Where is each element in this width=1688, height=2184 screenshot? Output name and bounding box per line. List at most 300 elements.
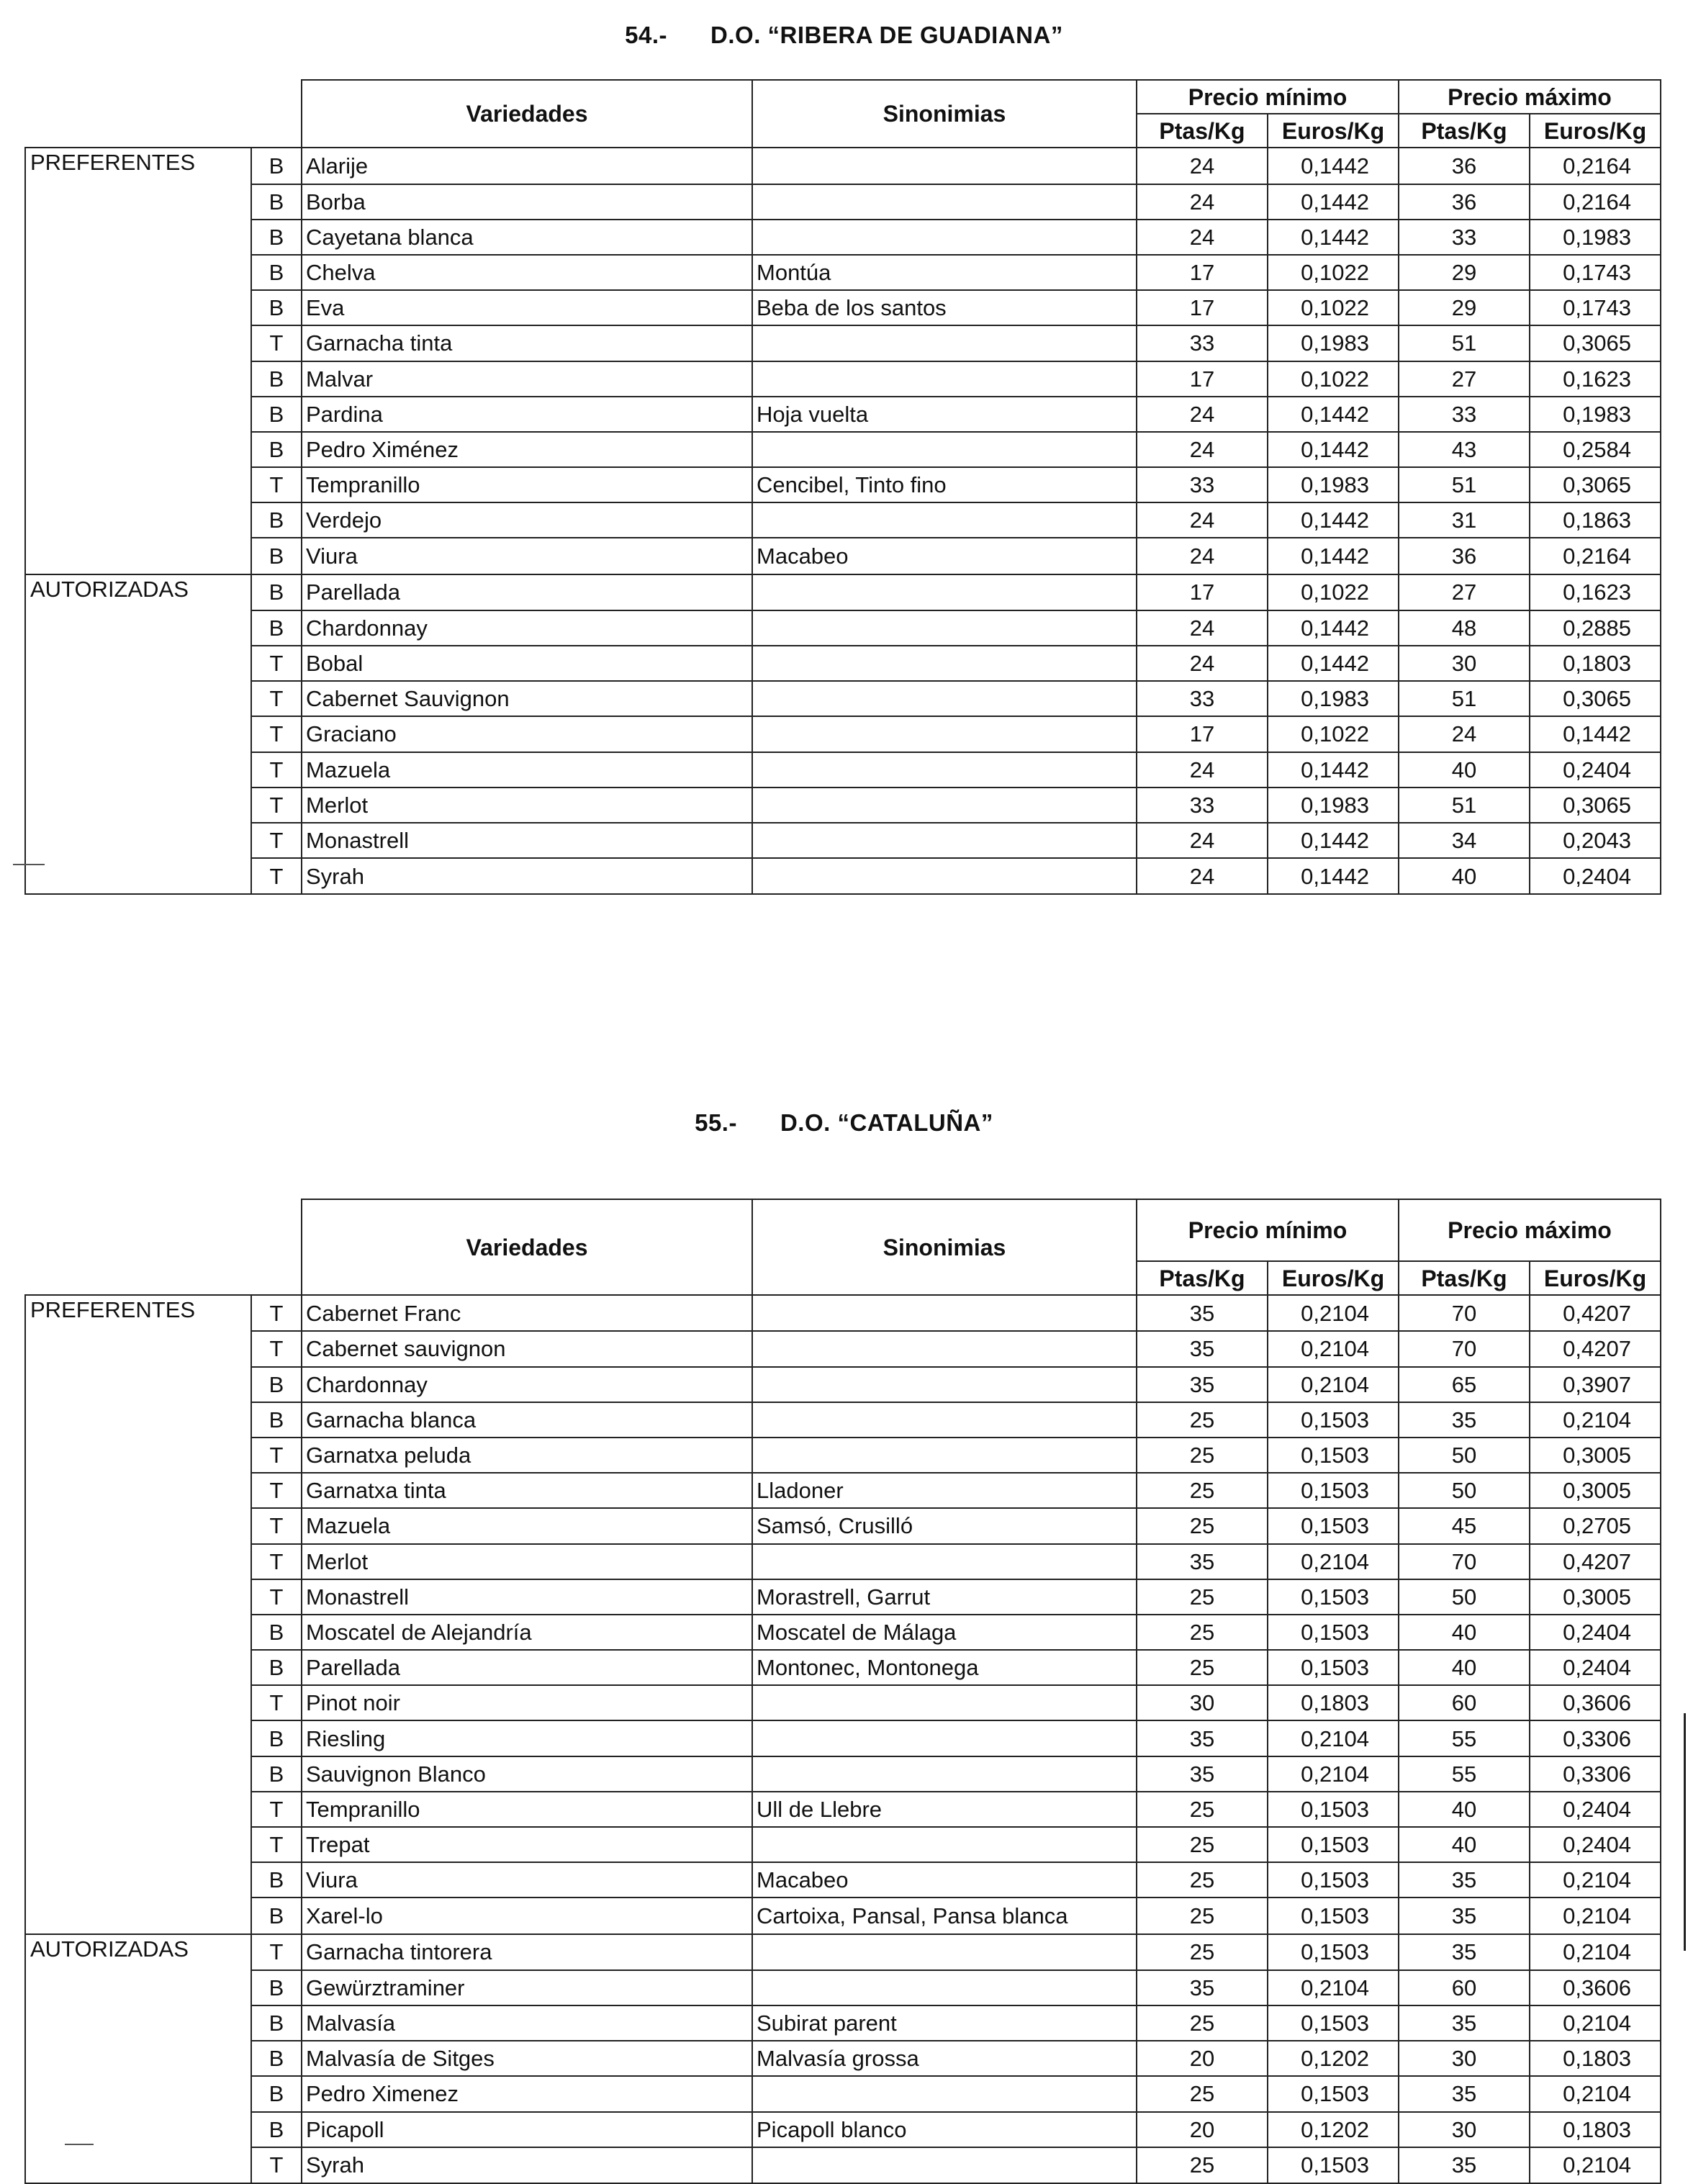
- table-row: [25, 1615, 1661, 1650]
- header-min-euros: Euros/Kg: [1268, 1261, 1399, 1295]
- min-euros-value: 0,1442: [1268, 397, 1399, 432]
- max-euros-value: 0,3606: [1530, 1685, 1661, 1720]
- min-ptas-value: 35: [1137, 1295, 1268, 1331]
- variety-name: Pinot noir: [302, 1685, 752, 1720]
- max-euros-value: 0,1623: [1530, 574, 1661, 610]
- color-type: T: [251, 646, 302, 681]
- min-ptas-value: 25: [1137, 1827, 1268, 1862]
- variety-name: Borba: [302, 184, 752, 220]
- min-euros-value: 0,1442: [1268, 220, 1399, 255]
- variety-name: Xarel-lo: [302, 1898, 752, 1933]
- variety-name: Malvasía: [302, 2005, 752, 2041]
- min-ptas-value: 24: [1137, 538, 1268, 574]
- variety-name: Tempranillo: [302, 1792, 752, 1827]
- max-ptas-value: 33: [1399, 220, 1530, 255]
- table-row: [25, 1650, 1661, 1685]
- color-type: B: [251, 1970, 302, 2005]
- color-type: B: [251, 2112, 302, 2147]
- min-ptas-value: 24: [1137, 432, 1268, 467]
- min-ptas-value: 30: [1137, 1685, 1268, 1720]
- color-type: B: [251, 502, 302, 538]
- variety-name: Garnacha blanca: [302, 1402, 752, 1438]
- synonym: [752, 1438, 1137, 1473]
- max-ptas-value: 40: [1399, 1792, 1530, 1827]
- max-ptas-value: 65: [1399, 1367, 1530, 1402]
- synonym: Cencibel, Tinto fino: [752, 467, 1137, 502]
- table-row: [25, 1827, 1661, 1862]
- max-euros-value: 0,2104: [1530, 2076, 1661, 2111]
- max-euros-value: 0,2043: [1530, 823, 1661, 858]
- category-cell: [25, 220, 251, 255]
- category-label: PREFERENTES: [25, 148, 251, 184]
- max-ptas-value: 51: [1399, 325, 1530, 361]
- max-ptas-value: 36: [1399, 184, 1530, 220]
- synonym: [752, 184, 1137, 220]
- min-euros-value: 0,2104: [1268, 1756, 1399, 1792]
- category-cell: [25, 432, 251, 467]
- variety-name: Garnacha tintorera: [302, 1934, 752, 1970]
- min-ptas-value: 35: [1137, 1367, 1268, 1402]
- min-ptas-value: 25: [1137, 1862, 1268, 1898]
- synonym: [752, 432, 1137, 467]
- min-euros-value: 0,1803: [1268, 1685, 1399, 1720]
- header-max-euros: Euros/Kg: [1530, 1261, 1661, 1295]
- color-type: B: [251, 184, 302, 220]
- table-row: [25, 361, 1661, 397]
- variety-name: Chelva: [302, 255, 752, 290]
- category-cell: [25, 255, 251, 290]
- table-row: [25, 574, 1661, 610]
- min-ptas-value: 33: [1137, 325, 1268, 361]
- color-type: B: [251, 2076, 302, 2111]
- color-type: T: [251, 2147, 302, 2183]
- color-type: T: [251, 1508, 302, 1543]
- variety-name: Pardina: [302, 397, 752, 432]
- max-euros-value: 0,1983: [1530, 220, 1661, 255]
- table-row: [25, 467, 1661, 502]
- synonym: [752, 361, 1137, 397]
- max-euros-value: 0,2705: [1530, 1508, 1661, 1543]
- max-ptas-value: 36: [1399, 538, 1530, 574]
- max-ptas-value: 51: [1399, 788, 1530, 823]
- category-cell: [25, 502, 251, 538]
- variety-name: Parellada: [302, 1650, 752, 1685]
- min-euros-value: 0,1442: [1268, 752, 1399, 788]
- min-euros-value: 0,1442: [1268, 432, 1399, 467]
- category-cell: [25, 681, 251, 716]
- min-euros-value: 0,1983: [1268, 325, 1399, 361]
- category-cell: [25, 1331, 251, 1366]
- variety-name: Pedro Ximenez: [302, 2076, 752, 2111]
- table-row: [25, 2112, 1661, 2147]
- color-type: B: [251, 1862, 302, 1898]
- min-euros-value: 0,1503: [1268, 2076, 1399, 2111]
- variety-name: Verdejo: [302, 502, 752, 538]
- synonym: Montonec, Montonega: [752, 1650, 1137, 1685]
- max-euros-value: 0,2885: [1530, 610, 1661, 646]
- max-ptas-value: 35: [1399, 1402, 1530, 1438]
- max-ptas-value: 34: [1399, 823, 1530, 858]
- max-euros-value: 0,2104: [1530, 1402, 1661, 1438]
- variety-name: Garnatxa tinta: [302, 1473, 752, 1508]
- synonym: [752, 716, 1137, 752]
- synonym: Malvasía grossa: [752, 2041, 1137, 2076]
- category-cell: [25, 1402, 251, 1438]
- max-ptas-value: 27: [1399, 574, 1530, 610]
- table-row: [25, 2005, 1661, 2041]
- min-euros-value: 0,2104: [1268, 1970, 1399, 2005]
- synonym: [752, 1720, 1137, 1756]
- table-row: [25, 1685, 1661, 1720]
- min-ptas-value: 24: [1137, 502, 1268, 538]
- max-euros-value: 0,3065: [1530, 467, 1661, 502]
- max-ptas-value: 31: [1399, 502, 1530, 538]
- table-row: [25, 290, 1661, 325]
- max-euros-value: 0,3005: [1530, 1438, 1661, 1473]
- table-row: [25, 502, 1661, 538]
- table-row: [25, 2147, 1661, 2183]
- header-sinonimias: Sinonimias: [752, 80, 1137, 148]
- synonym: [752, 646, 1137, 681]
- max-ptas-value: 60: [1399, 1970, 1530, 2005]
- min-ptas-value: 24: [1137, 220, 1268, 255]
- synonym: Macabeo: [752, 538, 1137, 574]
- max-euros-value: 0,3907: [1530, 1367, 1661, 1402]
- table-row: [25, 823, 1661, 858]
- max-ptas-value: 29: [1399, 255, 1530, 290]
- min-ptas-value: 24: [1137, 397, 1268, 432]
- color-type: B: [251, 1756, 302, 1792]
- header-precio-minimo: Precio mínimo: [1137, 1199, 1399, 1261]
- min-ptas-value: 24: [1137, 610, 1268, 646]
- variety-name: Chardonnay: [302, 610, 752, 646]
- max-euros-value: 0,2404: [1530, 1792, 1661, 1827]
- max-ptas-value: 70: [1399, 1295, 1530, 1331]
- max-euros-value: 0,2164: [1530, 184, 1661, 220]
- category-cell: [25, 397, 251, 432]
- table-heading: [0, 22, 1688, 49]
- category-label: PREFERENTES: [25, 1295, 251, 1331]
- min-ptas-value: 25: [1137, 1473, 1268, 1508]
- variety-name: Cayetana blanca: [302, 220, 752, 255]
- max-euros-value: 0,1863: [1530, 502, 1661, 538]
- variety-name: Garnatxa peluda: [302, 1438, 752, 1473]
- max-ptas-value: 24: [1399, 716, 1530, 752]
- table-row: [25, 1934, 1661, 1970]
- max-ptas-value: 40: [1399, 752, 1530, 788]
- min-euros-value: 0,1202: [1268, 2041, 1399, 2076]
- synonym: [752, 1402, 1137, 1438]
- table-row: [25, 1402, 1661, 1438]
- min-ptas-value: 33: [1137, 788, 1268, 823]
- max-euros-value: 0,3065: [1530, 325, 1661, 361]
- color-type: B: [251, 432, 302, 467]
- variety-name: Gewürztraminer: [302, 1970, 752, 2005]
- min-euros-value: 0,2104: [1268, 1367, 1399, 1402]
- category-cell: [25, 1970, 251, 2005]
- min-ptas-value: 24: [1137, 184, 1268, 220]
- category-cell: [25, 2076, 251, 2111]
- color-type: T: [251, 1473, 302, 1508]
- min-ptas-value: 35: [1137, 1970, 1268, 2005]
- color-type: T: [251, 1544, 302, 1579]
- synonym: [752, 788, 1137, 823]
- table-row: [25, 610, 1661, 646]
- max-euros-value: 0,2404: [1530, 858, 1661, 894]
- category-cell: [25, 1720, 251, 1756]
- max-ptas-value: 51: [1399, 467, 1530, 502]
- table-row: [25, 1579, 1661, 1615]
- category-cell: [25, 1756, 251, 1792]
- color-type: B: [251, 290, 302, 325]
- category-label: AUTORIZADAS: [25, 1934, 251, 1970]
- color-type: B: [251, 1367, 302, 1402]
- color-type: B: [251, 2005, 302, 2041]
- max-ptas-value: 36: [1399, 148, 1530, 184]
- table-row: [25, 1756, 1661, 1792]
- table-title: D.O. “RIBERA DE GUADIANA”: [710, 22, 1063, 48]
- category-cell: [25, 1898, 251, 1933]
- variety-name: Malvar: [302, 361, 752, 397]
- variety-name: Chardonnay: [302, 1367, 752, 1402]
- color-type: B: [251, 397, 302, 432]
- min-ptas-value: 35: [1137, 1756, 1268, 1792]
- table-row: [25, 325, 1661, 361]
- min-euros-value: 0,1503: [1268, 1615, 1399, 1650]
- min-ptas-value: 25: [1137, 1615, 1268, 1650]
- table-row: [25, 220, 1661, 255]
- table-heading: [0, 1109, 1688, 1137]
- header-precio-maximo: Precio máximo: [1399, 80, 1661, 114]
- min-ptas-value: 33: [1137, 467, 1268, 502]
- category-cell: [25, 1792, 251, 1827]
- variety-name: Graciano: [302, 716, 752, 752]
- header-max-ptas: Ptas/Kg: [1399, 1261, 1530, 1295]
- max-euros-value: 0,4207: [1530, 1544, 1661, 1579]
- table-row: [25, 1438, 1661, 1473]
- synonym: [752, 1331, 1137, 1366]
- min-ptas-value: 25: [1137, 1650, 1268, 1685]
- category-cell: [25, 1685, 251, 1720]
- max-ptas-value: 50: [1399, 1473, 1530, 1508]
- min-euros-value: 0,1442: [1268, 823, 1399, 858]
- max-euros-value: 0,3306: [1530, 1756, 1661, 1792]
- min-euros-value: 0,1503: [1268, 1898, 1399, 1933]
- synonym: Moscatel de Málaga: [752, 1615, 1137, 1650]
- max-euros-value: 0,1743: [1530, 255, 1661, 290]
- min-ptas-value: 20: [1137, 2112, 1268, 2147]
- synonym: Samsó, Crusilló: [752, 1508, 1137, 1543]
- color-type: B: [251, 610, 302, 646]
- max-ptas-value: 55: [1399, 1756, 1530, 1792]
- max-ptas-value: 29: [1399, 290, 1530, 325]
- category-cell: [25, 184, 251, 220]
- min-ptas-value: 25: [1137, 1438, 1268, 1473]
- max-euros-value: 0,1803: [1530, 646, 1661, 681]
- min-euros-value: 0,1503: [1268, 1792, 1399, 1827]
- color-type: B: [251, 1402, 302, 1438]
- min-euros-value: 0,2104: [1268, 1544, 1399, 1579]
- color-type: T: [251, 1792, 302, 1827]
- synonym: [752, 502, 1137, 538]
- table-row: [25, 646, 1661, 681]
- max-ptas-value: 50: [1399, 1438, 1530, 1473]
- max-euros-value: 0,3065: [1530, 681, 1661, 716]
- min-ptas-value: 25: [1137, 1792, 1268, 1827]
- category-cell: [25, 538, 251, 574]
- max-euros-value: 0,2404: [1530, 1615, 1661, 1650]
- color-type: B: [251, 1650, 302, 1685]
- color-type: B: [251, 1720, 302, 1756]
- price-table-cataluna: [24, 1199, 1661, 2184]
- category-cell: [25, 1544, 251, 1579]
- color-type: B: [251, 361, 302, 397]
- category-cell: [25, 858, 251, 894]
- synonym: [752, 752, 1137, 788]
- max-ptas-value: 35: [1399, 1862, 1530, 1898]
- min-euros-value: 0,1503: [1268, 2005, 1399, 2041]
- max-euros-value: 0,3005: [1530, 1473, 1661, 1508]
- category-cell: [25, 1367, 251, 1402]
- color-type: T: [251, 1331, 302, 1366]
- synonym: Morastrell, Garrut: [752, 1579, 1137, 1615]
- max-euros-value: 0,3005: [1530, 1579, 1661, 1615]
- min-ptas-value: 25: [1137, 1898, 1268, 1933]
- variety-name: Bobal: [302, 646, 752, 681]
- variety-name: Monastrell: [302, 1579, 752, 1615]
- min-ptas-value: 35: [1137, 1720, 1268, 1756]
- table-title: D.O. “CATALUÑA”: [780, 1109, 993, 1136]
- table-number: 55.-: [695, 1109, 737, 1136]
- category-cell: [25, 2041, 251, 2076]
- synonym: [752, 148, 1137, 184]
- min-euros-value: 0,1022: [1268, 290, 1399, 325]
- max-ptas-value: 33: [1399, 397, 1530, 432]
- header-min-ptas: Ptas/Kg: [1137, 1261, 1268, 1295]
- max-ptas-value: 40: [1399, 1650, 1530, 1685]
- synonym: [752, 1544, 1137, 1579]
- variety-name: Mazuela: [302, 752, 752, 788]
- max-euros-value: 0,2104: [1530, 1934, 1661, 1970]
- table-row: [25, 681, 1661, 716]
- max-ptas-value: 40: [1399, 858, 1530, 894]
- min-ptas-value: 17: [1137, 255, 1268, 290]
- variety-name: Merlot: [302, 1544, 752, 1579]
- synonym: Beba de los santos: [752, 290, 1137, 325]
- color-type: B: [251, 255, 302, 290]
- synonym: [752, 1970, 1137, 2005]
- min-euros-value: 0,1503: [1268, 1934, 1399, 1970]
- max-euros-value: 0,2404: [1530, 1827, 1661, 1862]
- color-type: T: [251, 716, 302, 752]
- synonym: Picapoll blanco: [752, 2112, 1137, 2147]
- min-ptas-value: 25: [1137, 1579, 1268, 1615]
- synonym: Cartoixa, Pansal, Pansa blanca: [752, 1898, 1137, 1933]
- max-ptas-value: 35: [1399, 2005, 1530, 2041]
- min-euros-value: 0,2104: [1268, 1331, 1399, 1366]
- max-ptas-value: 50: [1399, 1579, 1530, 1615]
- variety-name: Mazuela: [302, 1508, 752, 1543]
- min-euros-value: 0,1442: [1268, 184, 1399, 220]
- max-ptas-value: 35: [1399, 1898, 1530, 1933]
- variety-name: Cabernet Sauvignon: [302, 681, 752, 716]
- category-cell: [25, 716, 251, 752]
- variety-name: Pedro Ximénez: [302, 432, 752, 467]
- max-euros-value: 0,2104: [1530, 1862, 1661, 1898]
- max-ptas-value: 30: [1399, 2112, 1530, 2147]
- min-euros-value: 0,1983: [1268, 681, 1399, 716]
- variety-name: Cabernet sauvignon: [302, 1331, 752, 1366]
- max-euros-value: 0,2104: [1530, 2005, 1661, 2041]
- category-cell: [25, 1579, 251, 1615]
- max-euros-value: 0,3065: [1530, 788, 1661, 823]
- color-type: B: [251, 220, 302, 255]
- min-euros-value: 0,1503: [1268, 1650, 1399, 1685]
- max-ptas-value: 48: [1399, 610, 1530, 646]
- table-row: [25, 2041, 1661, 2076]
- synonym: Lladoner: [752, 1473, 1137, 1508]
- min-euros-value: 0,1022: [1268, 255, 1399, 290]
- synonym: [752, 220, 1137, 255]
- synonym: [752, 858, 1137, 894]
- price-table-ribera-de-guadiana: [24, 79, 1661, 895]
- header-sinonimias: Sinonimias: [752, 1199, 1137, 1295]
- max-euros-value: 0,2404: [1530, 752, 1661, 788]
- max-ptas-value: 35: [1399, 2076, 1530, 2111]
- color-type: T: [251, 823, 302, 858]
- min-ptas-value: 24: [1137, 858, 1268, 894]
- variety-name: Sauvignon Blanco: [302, 1756, 752, 1792]
- max-ptas-value: 55: [1399, 1720, 1530, 1756]
- table-row: [25, 1331, 1661, 1366]
- min-euros-value: 0,2104: [1268, 1295, 1399, 1331]
- synonym: [752, 1295, 1137, 1331]
- color-type: T: [251, 467, 302, 502]
- header-max-euros: Euros/Kg: [1530, 114, 1661, 148]
- variety-name: Viura: [302, 538, 752, 574]
- min-euros-value: 0,1442: [1268, 646, 1399, 681]
- min-euros-value: 0,1503: [1268, 2147, 1399, 2183]
- synonym: Hoja vuelta: [752, 397, 1137, 432]
- variety-name: Riesling: [302, 1720, 752, 1756]
- max-ptas-value: 70: [1399, 1331, 1530, 1366]
- color-type: B: [251, 1615, 302, 1650]
- max-euros-value: 0,2164: [1530, 148, 1661, 184]
- category-cell: [25, 610, 251, 646]
- min-euros-value: 0,1983: [1268, 467, 1399, 502]
- table-row: [25, 184, 1661, 220]
- category-cell: [25, 752, 251, 788]
- variety-name: Syrah: [302, 858, 752, 894]
- color-type: B: [251, 2041, 302, 2076]
- min-ptas-value: 35: [1137, 1544, 1268, 1579]
- scan-mark: [65, 2144, 94, 2145]
- variety-name: Alarije: [302, 148, 752, 184]
- min-euros-value: 0,1983: [1268, 788, 1399, 823]
- color-type: T: [251, 1827, 302, 1862]
- variety-name: Syrah: [302, 2147, 752, 2183]
- color-type: T: [251, 752, 302, 788]
- min-ptas-value: 33: [1137, 681, 1268, 716]
- category-cell: [25, 823, 251, 858]
- min-ptas-value: 25: [1137, 2147, 1268, 2183]
- synonym: [752, 2076, 1137, 2111]
- synonym: Subirat parent: [752, 2005, 1137, 2041]
- color-type: B: [251, 574, 302, 610]
- synonym: Montúa: [752, 255, 1137, 290]
- min-ptas-value: 25: [1137, 1934, 1268, 1970]
- category-cell: [25, 1862, 251, 1898]
